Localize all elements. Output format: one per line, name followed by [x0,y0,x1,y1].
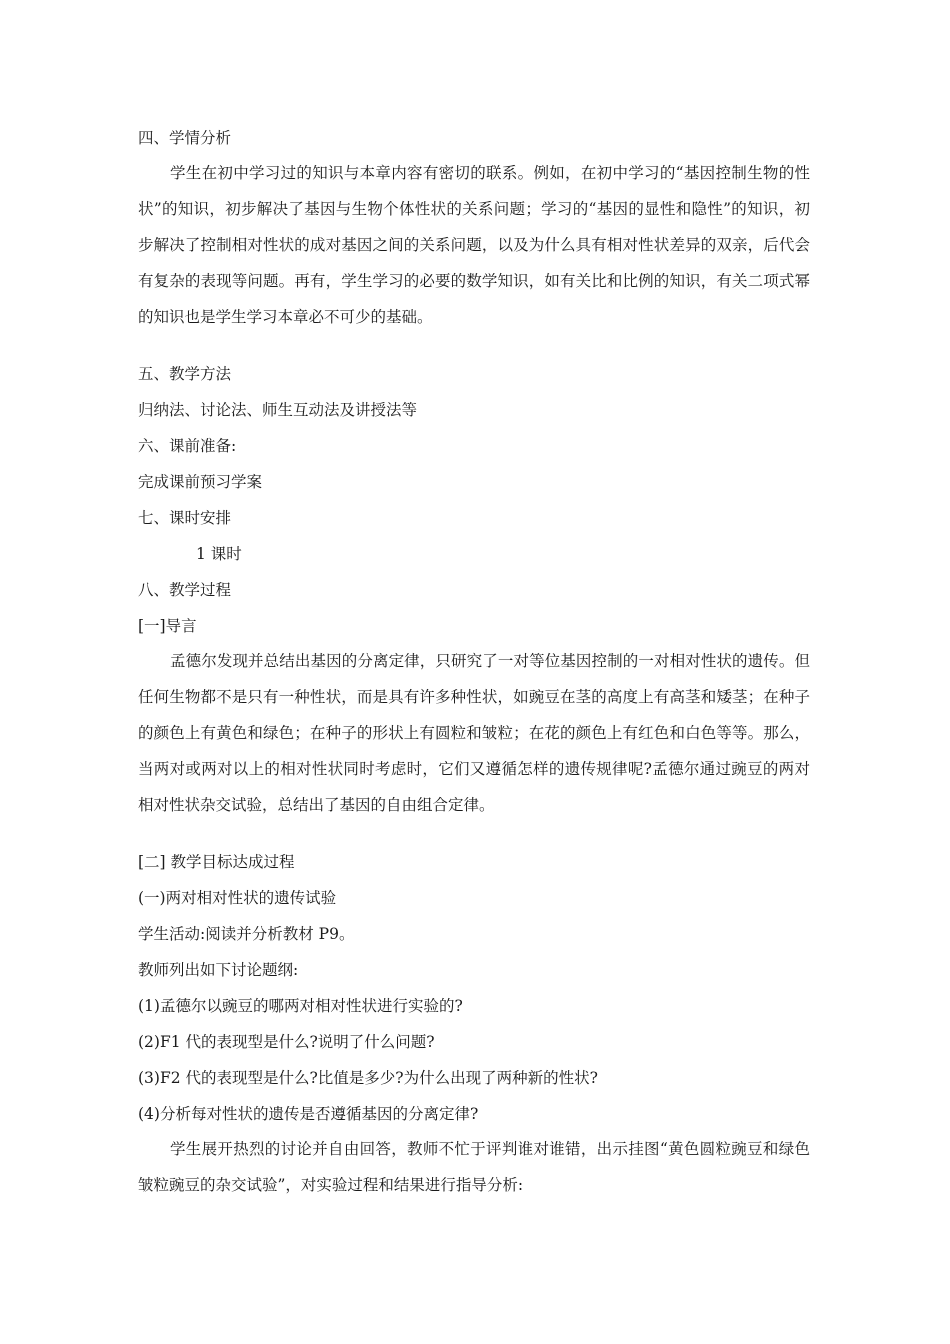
section-5-text: 归纳法、讨论法、师生互动法及讲授法等 [138,401,418,419]
section-8-heading: 八、教学过程 [138,581,232,599]
question-2: (2)F1 代的表现型是什么?说明了什么问题? [138,1033,435,1051]
section-7-text: 1 课时 [196,545,242,563]
subsection-2-item-1: (一)两对相对性状的遗传试验 [138,889,337,907]
teacher-list-intro: 教师列出如下讨论题纲: [138,961,299,979]
subsection-1-heading: [一]导言 [138,617,197,635]
question-3: (3)F2 代的表现型是什么?比值是多少?为什么出现了两种新的性状? [138,1069,598,1087]
question-4: (4)分析每对性状的遗传是否遵循基因的分离定律? [138,1105,479,1123]
section-6-text: 完成课前预习学案 [138,473,263,491]
question-1: (1)孟德尔以豌豆的哪两对相对性状进行实验的? [138,997,463,1015]
section-4-heading: 四、学情分析 [138,129,232,147]
subsection-1-paragraph: 孟德尔发现并总结出基因的分离定律，只研究了一对等位基因控制的一对相对性状的遗传。但任何生物都不是只有一种性状，而是具有许多种性状，如豌豆在茎的高度上有高茎和矮茎；在种子的颜色上有黄色和绿色；在种子的形状上有圆粒和皱粒；在花的颜色上有红色和白色等等。那么，当两对或两对以上的相对性状同时考虑时，它们又遵循怎样的遗传规律呢?孟德尔通过豌豆的两对相对性状杂交试验，总结出了基因的自由组合定律。 [138,652,810,814]
section-5-heading: 五、教学方法 [138,365,232,383]
section-4-paragraph: 学生在初中学习过的知识与本章内容有密切的联系。例如，在初中学习的“基因控制生物的性状”的知识，初步解决了基因与生物个体性状的关系问题；学习的“基因的显性和隐性”的知识，初步解决了控制相对性状的成对基因之间的关系问题，以及为什么具有相对性状差异的双亲，后代会有复杂的表现等问题。再有，学生学习的必要的数学知识，如有关比和比例的知识，有关二项式幂的知识也是学生学习本章必不可少的基础。 [138,164,810,326]
section-7-heading: 七、课时安排 [138,509,232,527]
section-6-heading: 六、课前准备: [138,437,237,455]
subsection-2-heading: [二] 教学目标达成过程 [138,853,295,871]
student-activity: 学生活动:阅读并分析教材 P9。 [138,925,355,943]
final-paragraph: 学生展开热烈的讨论并自由回答，教师不忙于评判谁对谁错，出示挂图“黄色圆粒豌豆和绿色皱粒豌豆的杂交试验”，对实验过程和结果进行指导分析: [138,1140,810,1194]
